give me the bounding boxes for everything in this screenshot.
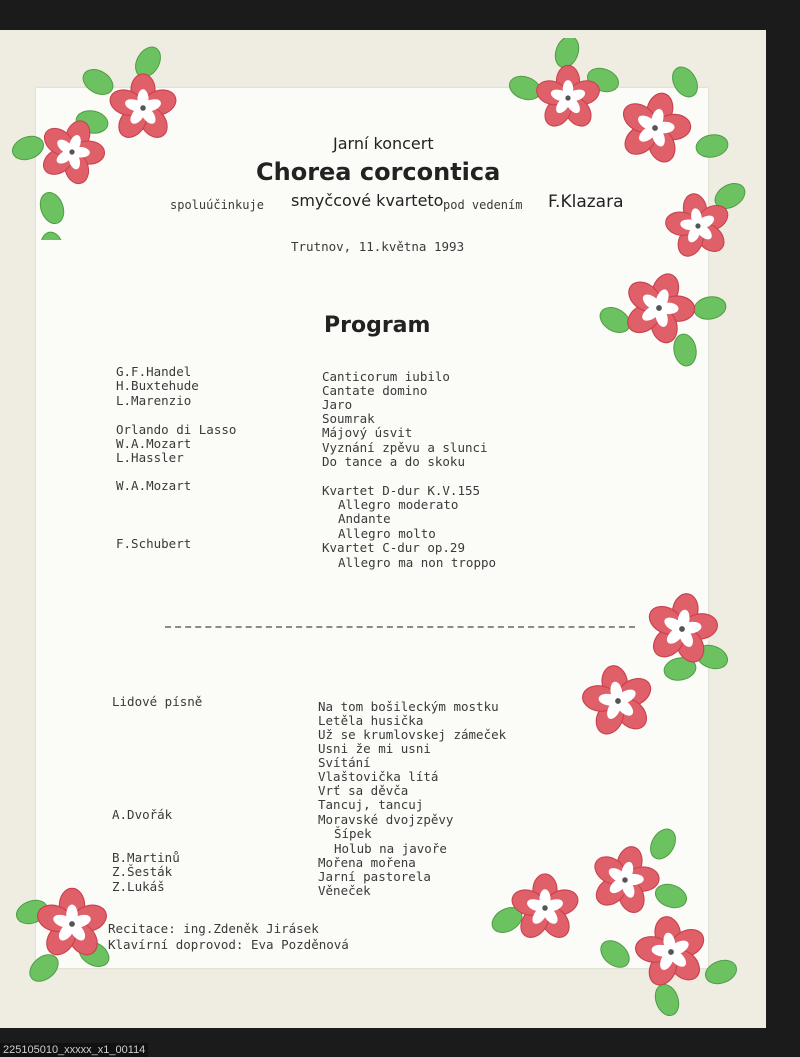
piece-movement: Allegro moderato <box>338 497 459 512</box>
piece-title: Soumrak <box>322 411 375 426</box>
piece-title: Usni že mi usni <box>318 741 431 756</box>
piece-title: Letěla husička <box>318 713 424 728</box>
performers-prefix: spoluúčinkuje <box>170 198 264 212</box>
piece-title: Vrť sa děvča <box>318 783 409 798</box>
performers-ensemble: smyčcové kvarteto <box>291 191 444 210</box>
section-divider <box>165 626 635 628</box>
composer-name: H.Buxtehude <box>116 378 199 393</box>
performers-leader: F.Klazara <box>548 192 624 212</box>
piece-title: Májový úsvit <box>322 425 413 440</box>
concert-subtitle: Jarní koncert <box>333 134 434 153</box>
piece-title: Na tom bošileckým mostku <box>318 699 499 714</box>
piece-title: Věneček <box>318 883 371 898</box>
flower-decoration-top-right <box>505 38 760 378</box>
composer-name: G.F.Handel <box>116 364 192 379</box>
composer-name: F.Schubert <box>116 536 192 551</box>
program-heading: Program <box>324 313 431 338</box>
piece-title: Svítání <box>318 755 371 770</box>
piece-movement: Andante <box>338 511 391 526</box>
flower-decoration-bottom-left <box>10 880 120 990</box>
composer-name: Orlando di Lasso <box>116 422 237 437</box>
piece-movement: Allegro molto <box>338 526 436 541</box>
piece-title: Kvartet D-dur K.V.155 <box>322 483 481 498</box>
composer-name: L.Marenzio <box>116 393 192 408</box>
composer-name: W.A.Mozart <box>116 436 192 451</box>
composer-name: Z.Lukáš <box>112 879 165 894</box>
piece-title: Moravské dvojzpěvy <box>318 812 454 827</box>
concert-title: Chorea corcontica <box>256 158 501 186</box>
credit-piano: Klavírní doprovod: Eva Pozděnová <box>108 937 349 952</box>
composer-name: A.Dvořák <box>112 807 173 822</box>
piece-title: Canticorum iubilo <box>322 369 450 384</box>
composer-name: L.Hassler <box>116 450 184 465</box>
flower-decoration-bottom-right <box>485 822 750 1027</box>
piece-movement: Holub na javoře <box>334 841 447 856</box>
piece-title: Do tance a do skoku <box>322 454 465 469</box>
piece-title: Mořena mořena <box>318 855 416 870</box>
piece-title: Vlaštovička lítá <box>318 769 439 784</box>
flower-decoration-top-left <box>0 40 190 240</box>
piece-title: Cantate domino <box>322 383 428 398</box>
credit-recitation: Recitace: ing.Zdeněk Jirásek <box>108 921 319 936</box>
composer-name: B.Martinů <box>112 850 180 865</box>
piece-title: Vyznání zpěvu a slunci <box>322 440 488 455</box>
piece-title: Jarní pastorela <box>318 869 431 884</box>
piece-movement: Allegro ma non troppo <box>338 555 497 570</box>
composer-name: W.A.Mozart <box>116 478 192 493</box>
piece-title: Už se krumlovskej zámeček <box>318 727 507 742</box>
piece-title: Tancuj, tancuj <box>318 797 424 812</box>
piece-title: Jaro <box>322 397 353 412</box>
place-date: Trutnov, 11.května 1993 <box>291 239 465 254</box>
piece-movement: Šípek <box>334 826 372 841</box>
archive-caption: 225105010_xxxxx_x1_00114 <box>0 1043 148 1057</box>
composer-name: Lidové písně <box>112 694 203 709</box>
piece-title: Kvartet C-dur op.29 <box>322 540 465 555</box>
flower-decoration-right-middle <box>570 585 760 745</box>
performers-led-by: pod vedením <box>443 198 523 212</box>
composer-name: Z.Šesták <box>112 864 173 879</box>
